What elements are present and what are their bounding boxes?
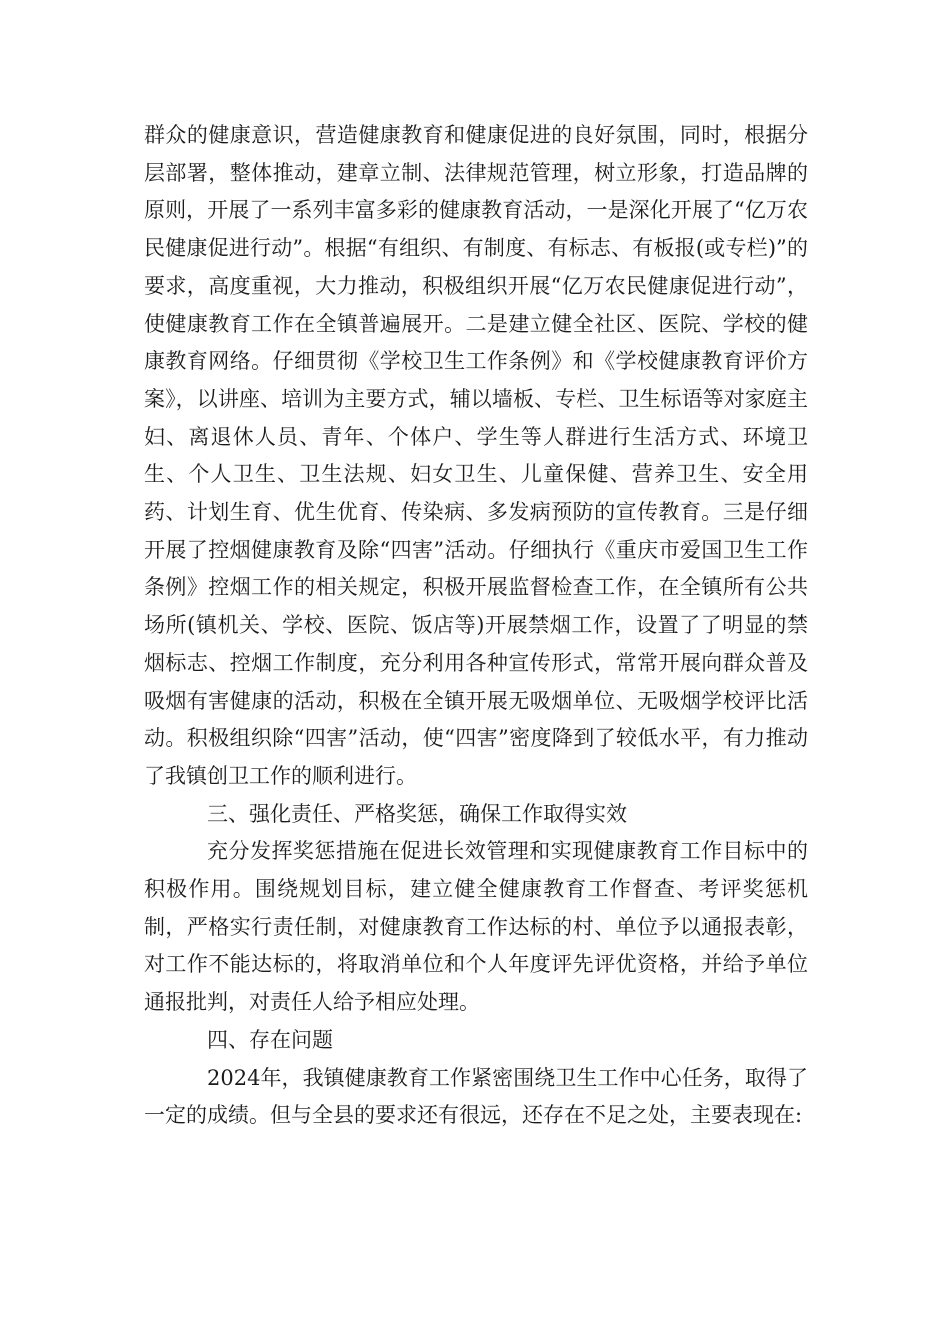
- body-paragraph-2: 充分发挥奖惩措施在促进长效管理和实现健康教育工作目标中的积极作用。围绕规划目标，建立健全健康教育工作督查、考评奖惩机制，严格实行责任制，对健康教育工作达标的村、单位予以通报表彰，对工作不能达标的，将取消单位和个人年度评先评优资格，并给予单位通报批判，对责任人给予相应处理。: [144, 839, 808, 1015]
- body-paragraph-3: 2024年，我镇健康教育工作紧密围绕卫生工作中心任务，取得了一定的成绩。但与全县的要求还有很远，还存在不足之处，主要表现在:: [144, 1065, 808, 1128]
- document-body: [144, 117, 808, 1135]
- section-heading-4: 四、存在问题: [207, 1027, 333, 1052]
- body-paragraph-1: 群众的健康意识，营造健康教育和健康促进的良好氛围，同时，根据分层部署，整体推动，建章立制、法律规范管理，树立形象，打造品牌的原则，开展了一系列丰富多彩的健康教育活动，一是深化开展了“亿万农民健康促进行动”。根据“有组织、有制度、有标志、有板报(或专栏)”的要求，高度重视，大力推动，积极组织开展“亿万农民健康促进行动”，使健康教育工作在全镇普遍展开。二是建立健全社区、医院、学校的健康教育网络。仔细贯彻《学校卫生工作条例》和《学校健康教育评价方案》，以讲座、培训为主要方式，辅以墙板、专栏、卫生标语等对家庭主妇、离退休人员、青年、个体户、学生等人群进行生活方式、环境卫生、个人卫生、卫生法规、妇女卫生、儿童保健、营养卫生、安全用药、计划生育、优生优育、传染病、多发病预防的宣传教育。三是仔细开展了控烟健康教育及除“四害”活动。仔细执行《重庆市爱国卫生工作条例》控烟工作的相关规定，积极开展监督检查工作，在全镇所有公共场所(镇机关、学校、医院、饭店等)开展禁烟工作，设置了了明显的禁烟标志、控烟工作制度，充分利用各种宣传形式，常常开展向群众普及吸烟有害健康的活动，积极在全镇开展无吸烟单位、无吸烟学校评比活动。积极组织除“四害”活动，使“四害”密度降到了较低水平，有力推动了我镇创卫工作的顺利进行。: [144, 123, 808, 788]
- section-heading-3: 三、强化责任、严格奖惩，确保工作取得实效: [207, 801, 627, 826]
